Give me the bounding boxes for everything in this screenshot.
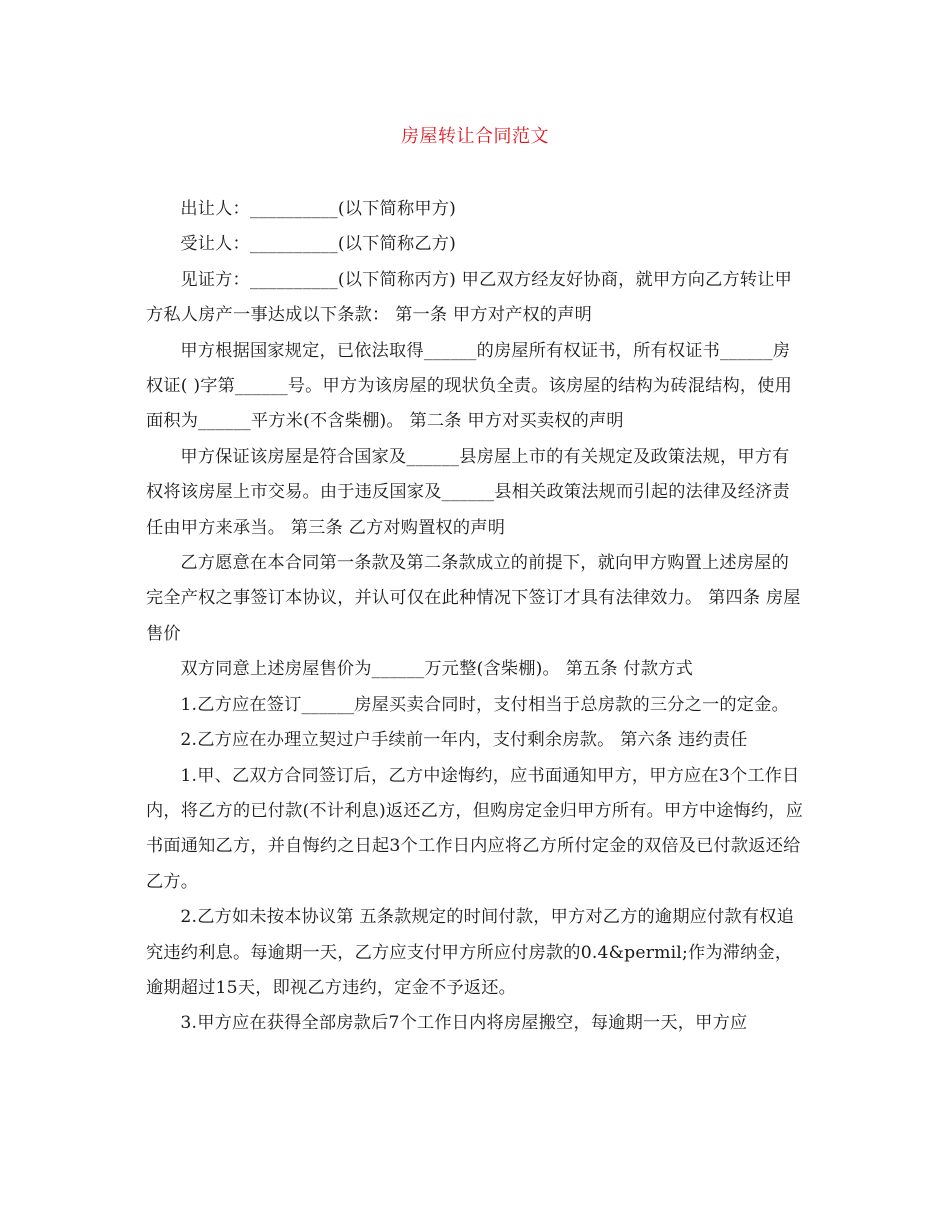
paragraph-article-2: 甲方保证该房屋是符合国家及______县房屋上市的有关规定及政策法规，甲方有权将该房屋上市交易。由于违反国家及______县相关政策法规而引起的法律及经济责任由甲方来承当。 第三条 乙方对购置权的声明	[146, 446, 790, 538]
paragraph-breach-3: 3.甲方应在获得全部房款后7个工作日内将房屋搬空，每逾期一天，甲方应	[180, 1013, 748, 1034]
paragraph-transferor: 出让人：__________(以下简称甲方)	[180, 199, 457, 219]
paragraph-article-3: 乙方愿意在本合同第一条款及第二条款成立的前提下，就向甲方购置上述房屋的完全产权之事签订本协议，并认可仅在此种情况下签订才具有法律效力。 第四条 房屋售价	[146, 553, 801, 644]
paragraph-payment-2: 2.乙方应在办理立契过户手续前一年内，支付剩余房款。 第六条 违约责任	[180, 730, 748, 751]
paragraph-breach-2: 2.乙方如未按本协议第 五条款规定的时间付款，甲方对乙方的逾期应付款有权追究违约利息。每逾期一天，乙方应支付甲方所应付房款的0.4&permil;作为滞纳金，逾期超过15天，即视乙方违约，定金不予返还。	[146, 907, 795, 998]
paragraph-payment-1: 1.乙方应在签订______房屋买卖合同时，支付相当于总房款的三分之一的定金。	[180, 694, 789, 715]
document-body	[146, 192, 806, 1042]
paragraph-transferee: 受让人：__________(以下简称乙方)	[180, 234, 457, 255]
paragraph-article-1: 甲方根据国家规定，已依法取得______的房屋所有权证书，所有权证书______房权证( )字第______号。甲方为该房屋的现状负全责。该房屋的结构为砖混结构，使用面积为______平方米(不含柴棚)。 第二条 甲方对买卖权的声明	[146, 340, 793, 432]
paragraph-article-4: 双方同意上述房屋售价为______万元整(含柴棚)。 第五条 付款方式	[180, 659, 693, 680]
document-title: 房屋转让合同范文	[401, 126, 549, 147]
paragraph-witness: 见证方：__________(以下简称丙方) 甲乙双方经友好协商，就甲方向乙方转让甲方私人房产一事达成以下条款： 第一条 甲方对产权的声明	[146, 269, 793, 326]
paragraph-breach-1: 1.甲、乙双方合同签订后，乙方中途悔约，应书面通知甲方，甲方应在3个工作日内，将乙方的已付款(不计利息)返还乙方，但购房定金归甲方所有。甲方中途悔约，应书面通知乙方，并自悔约之日起3个工作日内应将乙方所付定金的双倍及已付款返还给乙方。	[146, 765, 804, 892]
